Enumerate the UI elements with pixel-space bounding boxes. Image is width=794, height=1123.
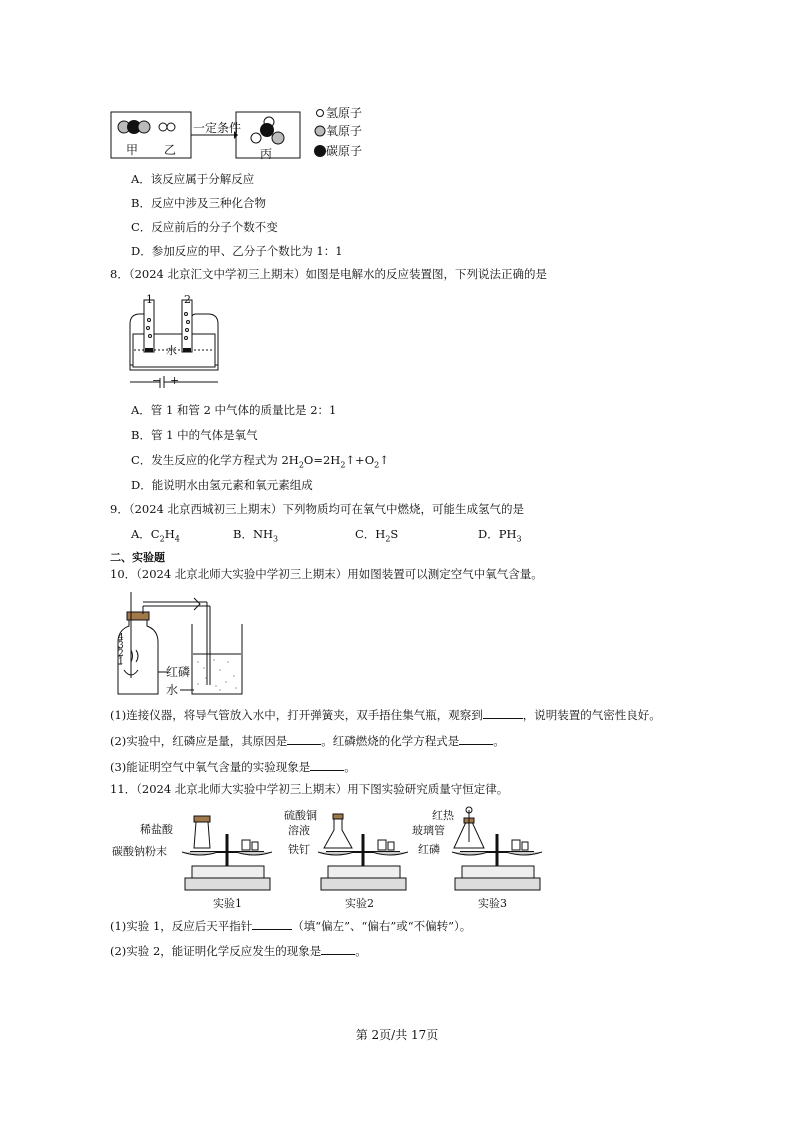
exp1-label-na2co3: 碳酸钠粉末 bbox=[112, 845, 167, 858]
q8-option-a: A．管 1 和管 2 中气体的质量比是 2：1 bbox=[131, 403, 337, 417]
blank[interactable] bbox=[287, 733, 321, 745]
blank[interactable] bbox=[310, 759, 344, 771]
exp3-label-hot: 红热 bbox=[432, 809, 454, 822]
section-title: 二、实验题 bbox=[110, 551, 165, 564]
legend-oxygen: 氧原子 bbox=[326, 124, 363, 138]
scale-mark-4: 4 bbox=[118, 633, 124, 643]
exp3-label-tube: 玻璃管 bbox=[412, 824, 445, 837]
water-label: 水 bbox=[166, 344, 177, 357]
scale-mark-2: 2 bbox=[118, 649, 124, 659]
product-label: 丙 bbox=[260, 147, 273, 161]
blank[interactable] bbox=[483, 707, 523, 719]
red-phosphorus-label: 红磷 bbox=[166, 665, 191, 679]
condition-label: 一定条件 bbox=[193, 121, 242, 135]
plus-label: + bbox=[170, 374, 180, 387]
blank[interactable] bbox=[321, 943, 355, 955]
exp2-label-cuso4: 硫酸铜 bbox=[284, 809, 317, 822]
legend-carbon: 碳原子 bbox=[326, 144, 363, 158]
q10-stem: 10．（2024 北京北师大实验中学初三上期末）用如图装置可以测定空气中氧气含量。 bbox=[110, 567, 543, 581]
q7-option-d: D．参加反应的甲、乙分子个数比为 1：1 bbox=[131, 244, 343, 258]
q7-option-b: B．反应中涉及三种化合物 bbox=[131, 196, 266, 210]
exp2-label-solution: 溶液 bbox=[288, 824, 310, 837]
q11-stem: 11．（2024 北京北师大实验中学初三上期末）用下图实验研究质量守恒定律。 bbox=[110, 782, 509, 796]
q9-option-d: D．$PH_3$ bbox=[478, 527, 522, 544]
q8-option-b: B．管 1 中的气体是氧气 bbox=[131, 428, 258, 442]
q10-sub2: (2)实验中，红磷应是量，其原因是 。红磷燃烧的化学方程式是 。 bbox=[110, 734, 505, 748]
exp1-label-hcl: 稀盐酸 bbox=[140, 823, 173, 836]
balance-experiment-2 bbox=[316, 812, 411, 892]
q8-stem: 8．（2024 北京汇文中学初三上期末）如图是电解水的反应装置图，下列说法正确的是 bbox=[110, 267, 547, 281]
blank[interactable] bbox=[252, 918, 292, 930]
water-label: 水 bbox=[166, 683, 179, 697]
q9-option-a: A．$C_2H_4$ bbox=[131, 527, 180, 544]
q9-option-b: B．$NH_3$ bbox=[233, 527, 279, 544]
reactant-label-yi: 乙 bbox=[164, 143, 177, 157]
q8-option-d: D．能说明水由氢元素和氧元素组成 bbox=[131, 478, 313, 492]
q7-option-a: A．该反应属于分解反应 bbox=[131, 172, 255, 186]
q9-option-c: C．$H_2S$ bbox=[355, 527, 399, 544]
q7-option-c: C．反应前后的分子个数不变 bbox=[131, 220, 278, 234]
exp3-caption: 实验3 bbox=[478, 897, 507, 910]
exp1-caption: 实验1 bbox=[213, 897, 242, 910]
exp2-caption: 实验2 bbox=[345, 897, 374, 910]
minus-label: − bbox=[152, 374, 162, 387]
scale-mark-1: 1 bbox=[118, 657, 124, 667]
balance-experiment-1 bbox=[180, 812, 275, 892]
tube1-label: 1 bbox=[146, 293, 153, 306]
q10-sub1: (1)连接仪器，将导气管放入水中，打开弹簧夹，双手捂住集气瓶，观察到 ，说明装置的气密性良好。 bbox=[110, 708, 661, 722]
page-footer: 第 2页/共 17页 bbox=[355, 1028, 439, 1042]
oxygen-content-apparatus bbox=[110, 590, 250, 700]
scale-mark-3: 3 bbox=[118, 641, 124, 651]
legend-hydrogen: 氢原子 bbox=[326, 106, 363, 120]
reactant-label-jia: 甲 bbox=[126, 143, 139, 157]
q11-sub2: (2)实验 2，能证明化学反应发生的现象是 。 bbox=[110, 944, 367, 958]
exp2-label-nail: 铁钉 bbox=[288, 843, 310, 856]
q8-option-c: C．发生反应的化学方程式为 $2H_2O=2H_2↑+O_2↑$ bbox=[131, 453, 389, 470]
blank[interactable] bbox=[459, 733, 493, 745]
q11-sub1: (1)实验 1，反应后天平指针 （填“偏左”、“偏右”或“不偏转”）。 bbox=[110, 919, 472, 933]
tube2-label: 2 bbox=[184, 293, 191, 306]
q9-stem: 9．（2024 北京西城初三上期末）下列物质均可在氧气中燃烧，可能生成氢气的是 bbox=[110, 502, 524, 516]
balance-experiment-3 bbox=[450, 806, 545, 892]
exp3-label-p: 红磷 bbox=[418, 843, 440, 856]
q10-sub3: (3)能证明空气中氧气含量的实验现象是 。 bbox=[110, 760, 356, 774]
